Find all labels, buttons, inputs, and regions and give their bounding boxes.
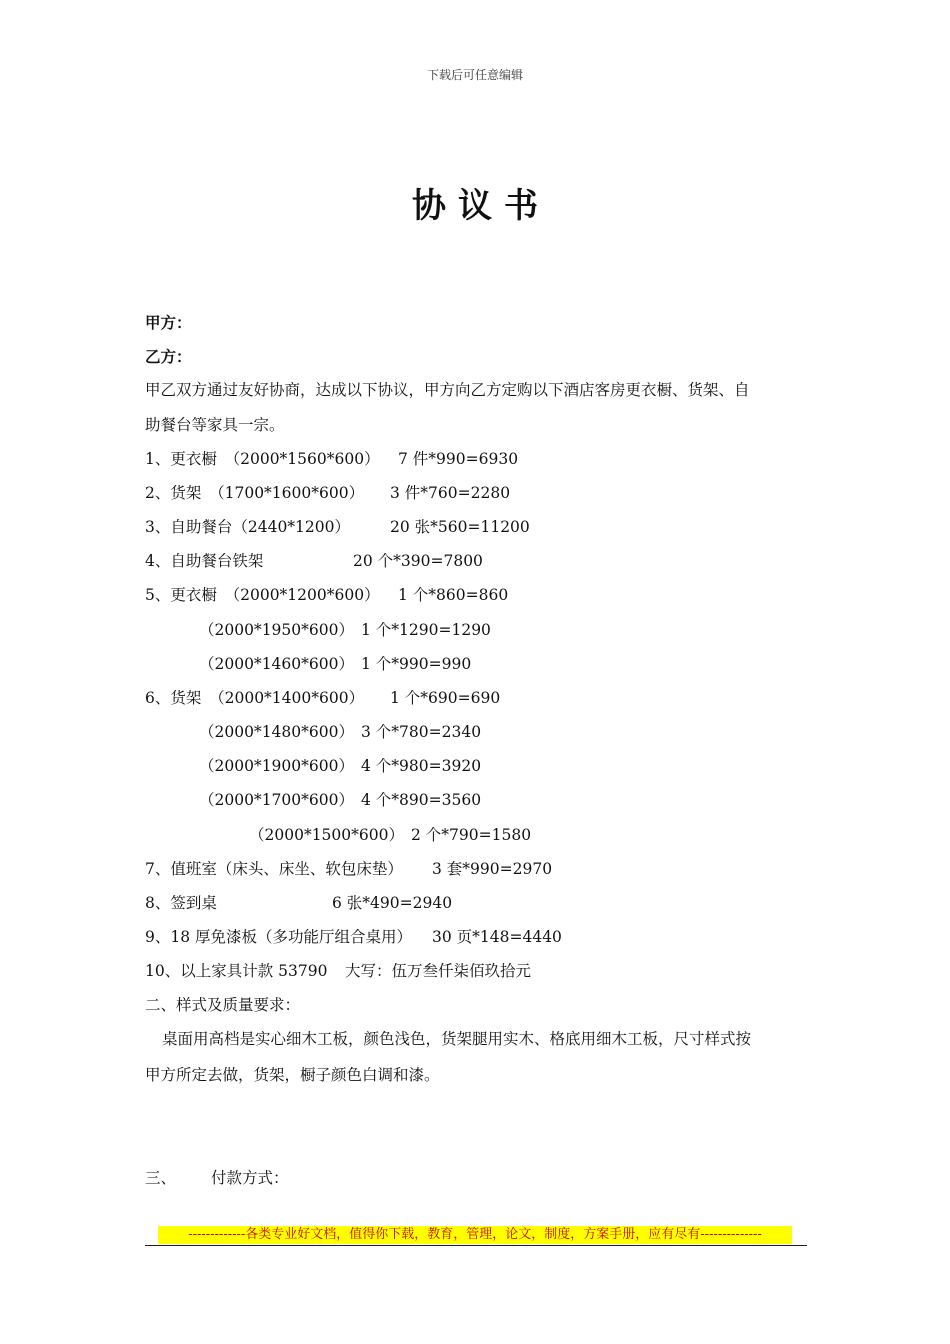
item-6-name: 6、货架 （2000*1400*600） bbox=[145, 689, 365, 707]
page-header: 下载后可任意编辑 bbox=[426, 68, 523, 82]
item-6d-name: （2000*1700*600） bbox=[199, 791, 354, 809]
item-6-price: 1 个*690=690 bbox=[390, 689, 501, 707]
item-6b-name: （2000*1480*600） bbox=[199, 723, 354, 741]
item-8-name: 8、签到桌 bbox=[145, 894, 217, 912]
item-5c-price: 1 个*990=990 bbox=[361, 655, 472, 673]
item-6b-price: 3 个*780=2340 bbox=[361, 723, 482, 741]
item-7-price: 3 套*990=2970 bbox=[432, 860, 553, 878]
item-2-name: 2、货架 （1700*1600*600） bbox=[145, 484, 365, 502]
item-8-price: 6 张*490=2940 bbox=[332, 894, 453, 912]
intro-line-2: 助餐台等家具一宗。 bbox=[145, 416, 285, 434]
item-10-name: 10、以上家具计款 53790 bbox=[145, 962, 328, 980]
item-1-price: 7 件*990=6930 bbox=[398, 450, 519, 468]
item-5b-price: 1 个*1290=1290 bbox=[361, 621, 491, 639]
item-4-name: 4、自助餐台铁架 bbox=[145, 552, 264, 570]
item-3-name: 3、自助餐台（2440*1200） bbox=[145, 518, 351, 536]
item-2-price: 3 件*760=2280 bbox=[390, 484, 511, 502]
item-6e-name: （2000*1500*600） bbox=[249, 826, 404, 844]
item-7-name: 7、值班室（床头、床坐、软包床垫） bbox=[145, 860, 403, 878]
section-3-title: 付款方式： bbox=[211, 1169, 289, 1187]
item-3-price: 20 张*560=11200 bbox=[390, 518, 530, 536]
intro-line-1: 甲乙双方通过友好协商，达成以下协议，甲方向乙方定购以下酒店客房更衣橱、货架、自 bbox=[145, 381, 750, 399]
footer-banner: -------------各类专业好文档，值得你下载，教育，管理，论文，制度，方案手册，应有尽有-------------- bbox=[158, 1226, 792, 1244]
item-5c-name: （2000*1460*600） bbox=[199, 655, 354, 673]
item-5-name: 5、更衣橱 （2000*1200*600） bbox=[145, 586, 380, 604]
document-title: 协议书 bbox=[412, 186, 550, 226]
item-6e-price: 2 个*790=1580 bbox=[411, 826, 532, 844]
item-6d-price: 4 个*890=3560 bbox=[361, 791, 482, 809]
footer-divider bbox=[145, 1245, 807, 1246]
item-5b-name: （2000*1950*600） bbox=[199, 621, 354, 639]
item-6c-price: 4 个*980=3920 bbox=[361, 757, 482, 775]
item-6c-name: （2000*1900*600） bbox=[199, 757, 354, 775]
section-2-body-line-1: 桌面用高档是实心细木工板，颜色浅色，货架腿用实木、格底用细木工板，尺寸样式按 bbox=[162, 1030, 752, 1048]
item-5-price: 1 个*860=860 bbox=[398, 586, 509, 604]
item-4-price: 20 个*390=7800 bbox=[353, 552, 483, 570]
party-a-label: 甲方： bbox=[145, 313, 192, 332]
section-2-title: 二、样式及质量要求： bbox=[145, 996, 301, 1014]
party-b-label: 乙方： bbox=[145, 347, 192, 366]
item-10-amount-words: 大写：伍万叁仟柒佰玖拾元 bbox=[345, 962, 532, 980]
section-2-body-line-2: 甲方所定去做，货架，橱子颜色白调和漆。 bbox=[145, 1066, 440, 1084]
section-3-number: 三、 bbox=[145, 1169, 177, 1187]
item-1-name: 1、更衣橱 （2000*1560*600） bbox=[145, 450, 380, 468]
item-9-name: 9、18 厚免漆板（多功能厅组合桌用） bbox=[145, 928, 413, 946]
item-9-price: 30 页*148=4440 bbox=[432, 928, 562, 946]
